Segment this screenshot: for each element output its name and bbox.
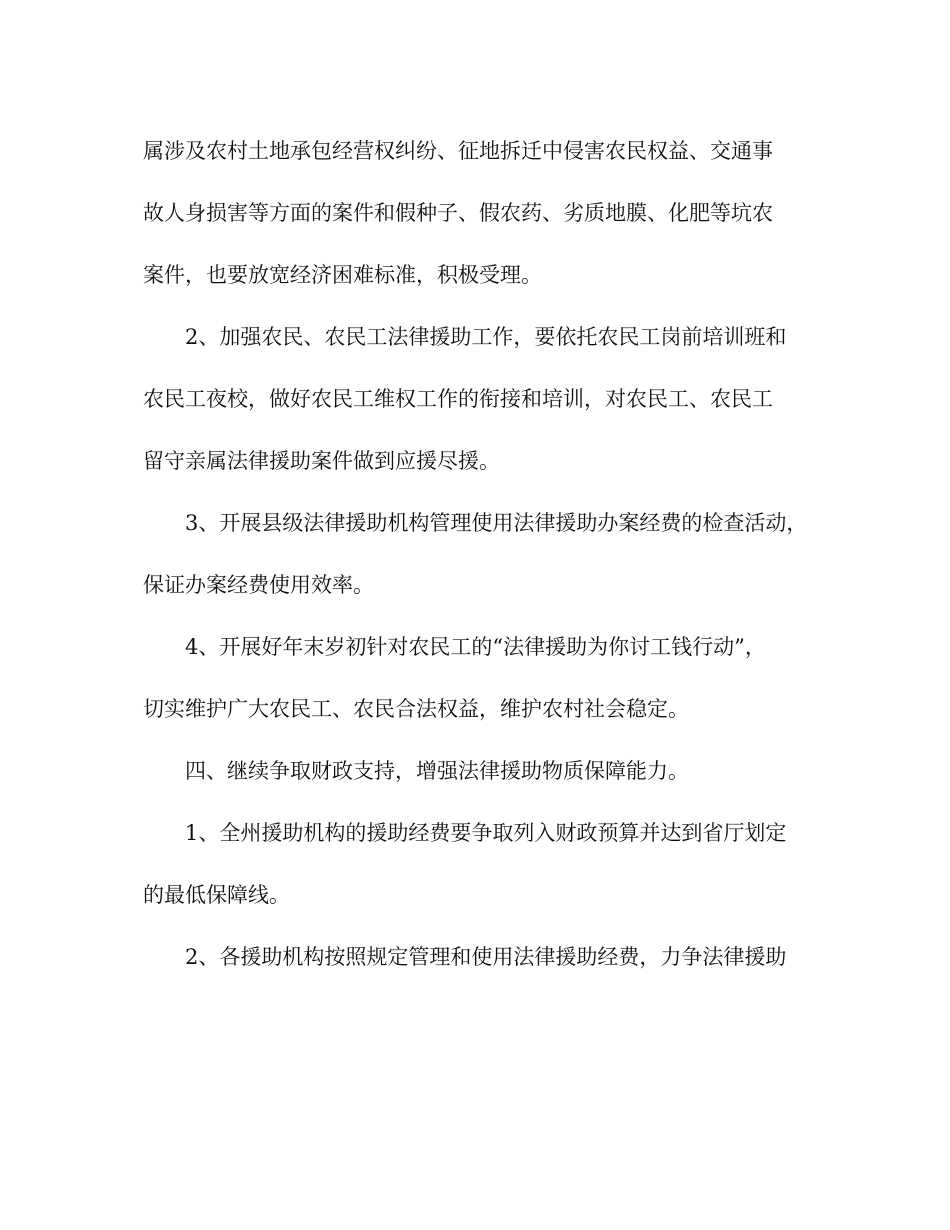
- paragraph-line: 2、各援助机构按照规定管理和使用法律援助经费，力争法律援助: [185, 945, 787, 969]
- paragraph-line: 1、全州援助机构的援助经费要争取列入财政预算并达到省厅划定: [185, 821, 787, 845]
- paragraph-line: 农民工夜校，做好农民工维权工作的衔接和培训，对农民工、农民工: [143, 387, 773, 411]
- paragraph-line: 故人身损害等方面的案件和假种子、假农药、劣质地膜、化肥等坑农: [143, 201, 773, 225]
- paragraph-line: 保证办案经费使用效率。: [143, 573, 374, 597]
- paragraph-line: 案件，也要放宽经济困难标准，积极受理。: [143, 263, 542, 287]
- section-heading: 四、继续争取财政支持，增强法律援助物质保障能力。: [185, 759, 689, 783]
- paragraph-line: 2、加强农民、农民工法律援助工作，要依托农民工岗前培训班和: [185, 325, 787, 349]
- paragraph-line: 3、开展县级法律援助机构管理使用法律援助办案经费的检查活动，: [185, 511, 808, 535]
- paragraph-line: 属涉及农村土地承包经营权纠纷、征地拆迁中侵害农民权益、交通事: [143, 139, 773, 163]
- document-body: [143, 120, 823, 988]
- paragraph-line: 4、开展好年末岁初针对农民工的“法律援助为你讨工钱行动”，: [185, 635, 766, 659]
- paragraph-line: 切实维护广大农民工、农民合法权益，维护农村社会稳定。: [143, 697, 689, 721]
- paragraph-line: 留守亲属法律援助案件做到应援尽援。: [143, 449, 500, 473]
- paragraph-line: 的最低保障线。: [143, 883, 290, 907]
